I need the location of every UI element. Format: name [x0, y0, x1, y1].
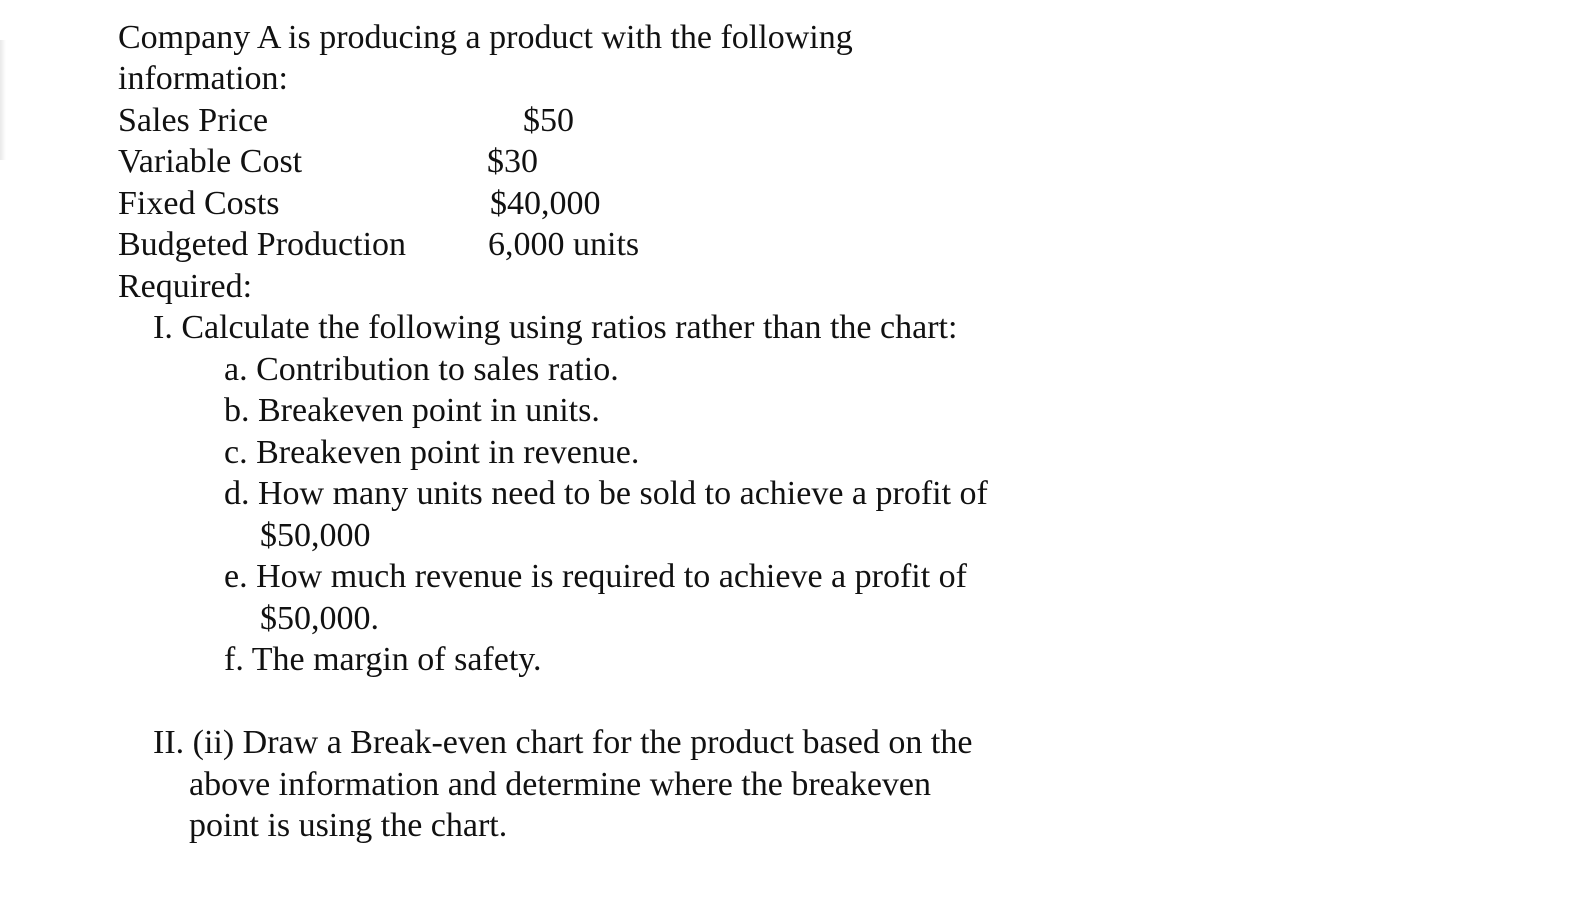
info-value-variable-cost: $30 [487, 143, 538, 180]
part2-line-1: II. (ii) Draw a Break-even chart for the product based on the [153, 724, 973, 761]
info-label-budgeted-production: Budgeted Production [118, 226, 407, 263]
info-label-fixed-costs: Fixed Costs [118, 185, 280, 222]
intro-line-2: information: [118, 60, 288, 97]
part1-item-f: f. The margin of safety. [224, 641, 542, 678]
info-label-variable-cost: Variable Cost [118, 143, 303, 180]
intro-line-1: Company A is producing a product with the following [118, 19, 853, 56]
info-value-fixed-costs: $40,000 [490, 185, 601, 222]
page-edge-shadow [0, 40, 6, 160]
info-value-sales-price: $50 [523, 102, 574, 139]
part2-line-2: above information and determine where the breakeven [189, 766, 932, 803]
part1-item-c: c. Breakeven point in revenue. [224, 434, 640, 471]
part1-item-b: b. Breakeven point in units. [224, 392, 600, 429]
part1-heading: I. Calculate the following using ratios rather than the chart: [153, 309, 958, 346]
part1-item-e-line2: $50,000. [260, 600, 379, 637]
part1-item-d-line2: $50,000 [260, 517, 371, 554]
part1-item-a: a. Contribution to sales ratio. [224, 351, 619, 388]
part1-item-d-line1: d. How many units need to be sold to achieve a profit of [224, 475, 988, 512]
info-value-budgeted-production: 6,000 units [488, 226, 640, 263]
info-label-sales-price: Sales Price [118, 102, 269, 139]
part2-line-3: point is using the chart. [189, 807, 508, 844]
required-label: Required: [118, 268, 253, 305]
part1-item-e-line1: e. How much revenue is required to achieve a profit of [224, 558, 967, 595]
